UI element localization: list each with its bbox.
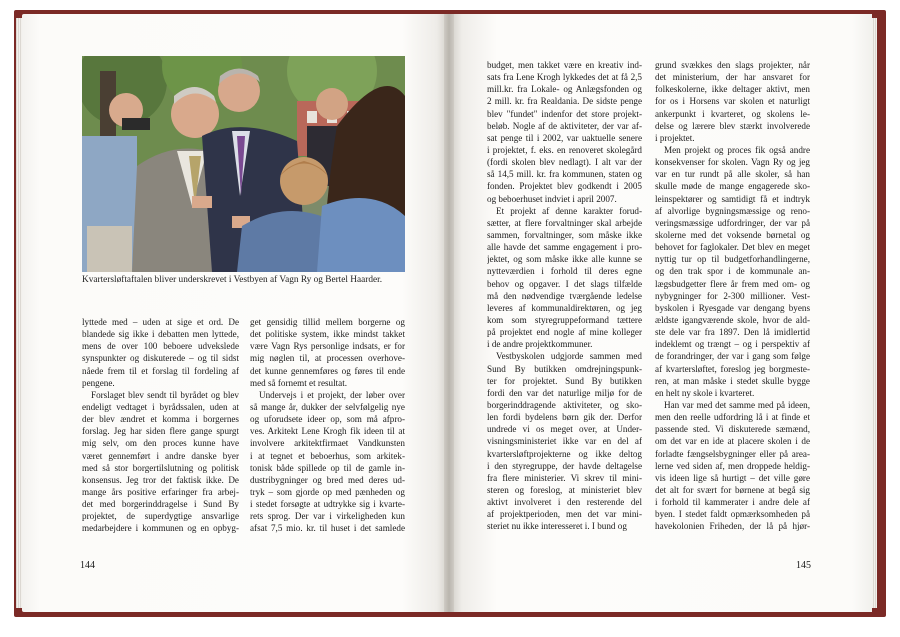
text-line: Sund By butikken omdrejningspunk- <box>487 363 642 374</box>
text-line: skolerne med det voksende børnetal og <box>655 229 810 240</box>
text-line: ren, at man måske i stedet skulle bygge <box>655 375 810 386</box>
text-line: Han var med det samme med på ideen, <box>664 399 810 410</box>
text-line: det med borgerinddragelse i Sund By <box>82 499 239 510</box>
text-line: aktivt involveret i den resterende del <box>487 497 642 508</box>
text-line: på projektet end nogle af mine kolleger <box>487 327 642 338</box>
text-line: sætter, at flere forvaltninger skal arbejde <box>487 217 642 228</box>
text-line: endeligt vedtaget i byrådssalen, uden at <box>82 401 239 412</box>
text-line: ankerpunkt i kvarteret, og skolens le- <box>655 108 810 119</box>
text-line: for os i Horsens var skolen et naturligt <box>655 96 810 107</box>
text-line: og uforudsete ideer op, som må afpro- <box>250 414 405 425</box>
text-line: de forandringer, der var i gang som følge <box>655 351 810 362</box>
text-line: så 14,5 mill. kr. fra kommunen, staten og <box>487 169 642 180</box>
text-line: grund svækkes den slags projekter, når <box>655 60 810 70</box>
text-line: leinspektører og samtidigt få et indtryk <box>655 193 810 204</box>
text-line: i stedet forsøgte at udtrykke sig i kvarte- <box>250 499 405 510</box>
text-line: afsat 7,5 mio. kr. til huset i det samlede <box>250 523 405 534</box>
text-line: synspunkter og diskuterede – og til sidst <box>82 353 239 364</box>
text-line: mens de over 100 beboere udvekslede <box>82 341 239 352</box>
text-line: beløb. Nogle af de aktiviteter, der var af- <box>487 120 642 131</box>
text-line: af kvartersløftet, foreslog jeg borgmeste- <box>655 363 810 374</box>
text-line: delse og lærere blev stærkt involverede <box>655 120 810 131</box>
text-line: blandede sig ikke i debatten men lyttede, <box>82 329 239 340</box>
text-line: medarbejdere i kommunen og en opbyg- <box>82 523 239 534</box>
text-line: må den nødvendige tværgående ledelse <box>487 290 642 301</box>
text-line: Et projekt af denne karakter forud- <box>496 205 642 216</box>
text-line: i den styregruppe, der havde deltagelse <box>487 460 642 471</box>
text-line: mange års positive erfaringer fra arbej- <box>82 486 239 497</box>
text-line: det alt for svært for børnene at begå sig <box>655 484 810 495</box>
text-line: alle havde det samme engagement i pro- <box>487 242 642 253</box>
text-line: sat penge til i 2002, var uaktuelle senere <box>487 132 642 143</box>
text-line: blev "fundet" indenfor det store projekt- <box>487 108 642 119</box>
text-line: men den reelle udfordring lå i at finde et <box>655 412 810 423</box>
text-line: mig nøglen til, at processen overhove- <box>250 353 405 364</box>
page-number-left: 144 <box>80 560 95 571</box>
text-line: Men projekt og proces fik også andre <box>664 144 810 155</box>
text-line: fordi den var det naturlige miljø for de <box>487 387 642 398</box>
text-line: tryk – som gjorde op med pænheden og <box>250 486 405 497</box>
text-line: af alvorlige bygningsmæssige og reno- <box>655 205 810 216</box>
text-line: det ministerium, der har ansvaret for <box>655 72 810 83</box>
text-line: var en tur rundt på alle skoler, så han <box>655 169 810 180</box>
text-line: en helt ny skole i kvarteret. <box>655 387 755 398</box>
text-line: med så stor borgertilslutning og politisk <box>82 462 239 473</box>
text-line: mill.kr. fra Lokale- og Anlægsfonden og <box>487 84 642 95</box>
text-line: ves. Arkitekt Lene Krogh fik ideen til at <box>250 426 405 437</box>
text-line: havekolonien Friheden, der lå på hjør- <box>655 521 810 532</box>
text-line: i de andre projektkommuner. <box>487 339 593 350</box>
text-line: tonisk både spillede op til de gamle in- <box>250 462 405 473</box>
text-line: og den trak spor i de kommunale an- <box>655 266 810 277</box>
text-line: dustribygninger og bred med deres ud- <box>250 474 405 485</box>
text-line: byskolen i Ryesgade var dengang byens <box>655 302 810 313</box>
text-line: nåede frem til et forslag til fordeling af <box>82 365 239 376</box>
text-line: nybygninger for 2-300 millioner. Vest- <box>655 290 810 301</box>
text-line: lyttede med – uden at sige et ord. De <box>82 317 239 327</box>
text-line: været gennemført i andre danske byer <box>82 450 239 461</box>
text-line: rets sprog. Der var i virkeligheden kun <box>250 511 405 522</box>
text-line: lægsbudgetter flere år frem med om- og <box>655 278 810 289</box>
text-line: steren og foreslog, at ministeriet blev <box>487 484 642 495</box>
text-line: ter for projektet. Sund By butikken <box>487 375 642 386</box>
text-line: og beboerhuset indviet i april 2007. <box>487 193 617 204</box>
text-line: vis ideen lige så hurtigt – det ville gøre <box>655 472 810 483</box>
photo-illustration <box>82 56 405 272</box>
text-line: skulle møde de mange engagerede sko- <box>655 181 810 192</box>
text-line: det kunne gennemføres og føres til ende <box>250 365 405 376</box>
text-line: forladte fængselsbygninger eller på area- <box>655 448 810 459</box>
text-line: undrede vi os meget over, at Under- <box>487 424 642 435</box>
text-line: sammen, forvaltninger, som måske ikke <box>487 229 642 240</box>
text-line: fra flere ministerier. Vi skrev til mini- <box>487 472 642 483</box>
text-line: være Vagn Rys personlige indsats, er for <box>250 341 405 352</box>
text-line: projektet, de superdygtige ansvarlige <box>82 511 239 522</box>
text-line: jektet, og som måske ikke alle kunne se <box>487 254 642 265</box>
text-line: med så fornemt et resultat. <box>250 377 348 388</box>
text-line: steriet nu ikke interesseret i. I bund og <box>487 521 627 532</box>
text-line: fonden. Projektet blev godkendt i 2005 <box>487 181 642 192</box>
text-line: Forslaget blev sendt til byrådet og blev <box>91 389 239 400</box>
text-line: folkeskolerne, ikke deltager aktivt, men <box>655 84 810 95</box>
left-column-2 <box>250 316 405 535</box>
text-line: der blev ændret et komma i borgernes <box>82 414 239 425</box>
text-line: behovet for faglokaler. Det blev en meget <box>655 242 810 253</box>
text-line: af projektperioden, men det var mini- <box>487 509 642 520</box>
text-line: get gensidig tillid mellem borgerne og <box>250 317 405 327</box>
text-line: om det var en ide at placere skolen i de <box>655 436 810 447</box>
text-line: nyttig tur op til budgetforhandlingerne, <box>655 254 810 265</box>
text-line: konsekvenser for skolen. Vagn Ry og jeg <box>655 157 810 168</box>
text-line: indeklemt og trængt – og i perspektiv af <box>655 339 810 350</box>
text-line: len fordi bydelens børn gik der. Derfor <box>487 412 642 423</box>
text-line: leveres af kommunaldirektøren, og jeg <box>487 302 642 313</box>
left-column-1 <box>82 316 239 535</box>
text-line: visningsministeriet ikke var en del af <box>487 436 642 447</box>
text-line: ældste igangværende skole, hvor de ald- <box>655 314 810 325</box>
right-column-2 <box>655 59 810 532</box>
text-line: det politiske system, ikke mindst takket <box>250 329 405 340</box>
text-line: passende sted. Vi diskuterede sæmænd, <box>655 424 810 435</box>
text-line: konsensus. Jeg tror det faktisk ikke. De <box>82 474 239 485</box>
book-gutter <box>444 14 454 612</box>
text-line: ste dele var fra 1897. Den lå imidlertid <box>655 327 810 338</box>
text-line: kvartersløftprojekterne og ikke deltog <box>487 448 642 459</box>
text-line: borgerinddragende aktiviteter, og sko- <box>487 399 642 410</box>
text-line: veringsmæssige udfordringer, der var på <box>655 217 810 228</box>
photo-signing <box>82 56 405 272</box>
text-line: nytteværdien i forhold til deres egne <box>487 266 642 277</box>
text-line: sats fra Lene Krogh lykkedes det at få 2,5 <box>487 72 642 83</box>
text-line: involvere arkitektfirmaet Vandkunsten <box>250 438 405 449</box>
text-line: Undervejs i et projekt, der løber over <box>259 389 405 400</box>
text-line: budget, men takket være en kreativ ind- <box>487 60 642 70</box>
text-line: i at tegnet et beboerhus, som arkitek- <box>250 450 405 461</box>
text-line: kom som styregruppeformand tættere <box>487 314 642 325</box>
text-line: Vestbyskolen udgjorde sammen med <box>496 351 642 362</box>
right-column-1 <box>487 59 642 532</box>
text-line: i projektet. <box>655 132 695 143</box>
text-line: i forhold til kammerater i andre dele af <box>655 497 810 508</box>
text-line: behov og opgaver. I det slags tilfælde <box>487 278 642 289</box>
text-line: byen. I stedet faldt opmærksomheden på <box>655 509 810 520</box>
text-line: pengene. <box>82 377 115 388</box>
photo-caption: Kvartersløftaftalen bliver underskrevet i Vestbyen af Vagn Ry og Bertel Haarder. <box>82 275 383 285</box>
text-line: mig selv, om den proces kunne have <box>82 438 239 449</box>
text-line: lerne ved siden af, men droppede heldig- <box>655 460 810 471</box>
text-line: (fordi skolen blev nedlagt). I alt var der <box>487 157 642 168</box>
page-number-right: 145 <box>796 560 811 571</box>
text-line: 2 mill. kr. fra Realdania. De sidste penge <box>487 96 642 107</box>
text-line: i projektet, f. eks. en renoveret skolegård <box>487 144 642 155</box>
text-line: forslag. Jeg har siden flere gange spurgt <box>82 426 239 437</box>
text-line: så mange år, dukker der selvfølgelig nye <box>250 401 405 412</box>
